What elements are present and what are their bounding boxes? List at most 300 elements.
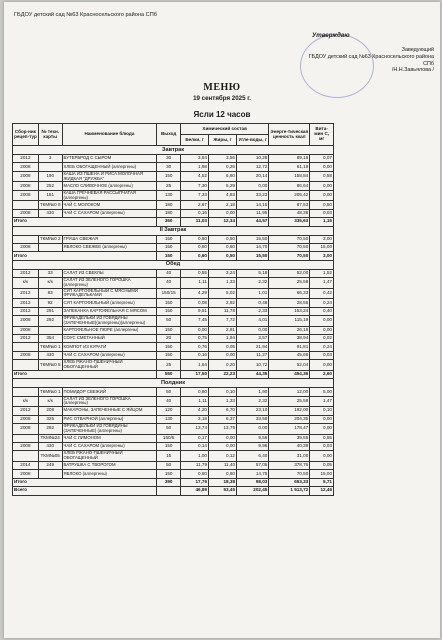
cell-fat: 0,00 <box>209 209 237 217</box>
cell-tech-card: ТКМ№05 <box>38 451 62 462</box>
cell-tech-card: 3 <box>38 155 62 163</box>
cell-tech-card: 252 <box>38 182 62 190</box>
table-row <box>13 209 334 217</box>
cell-carbs: 4,01 <box>237 316 269 327</box>
cell-vitamin: 3,00 <box>310 235 334 243</box>
cell-output: 150/15 <box>157 288 181 299</box>
table-row <box>13 343 334 351</box>
cell-energy: 87,53 <box>269 201 310 209</box>
cell-dish: ЯБЛОКО СВЕЖЕЕ (аллергены) <box>62 243 157 251</box>
table-row <box>13 235 334 243</box>
cell-dish: ПОМИДОР СВЕЖИЙ <box>62 388 157 396</box>
cell-output: 150 <box>157 171 181 182</box>
table-row <box>13 190 334 201</box>
cell-protein: 0,14 <box>181 442 209 450</box>
cell-tech-card: ТКМ№0 8 <box>38 201 62 209</box>
cell-carbs: 0,00 <box>237 182 269 190</box>
cell-tech-card: 190 <box>38 171 62 182</box>
cell-dish: ЯБЛОКО (аллергены) <box>62 470 157 478</box>
cell-fat: 0,05 <box>209 343 237 351</box>
cell-protein: 0,17 <box>181 434 209 442</box>
cell-energy: 25,58 <box>269 278 310 289</box>
cell-carbs: 0,48 <box>237 299 269 307</box>
cell-fat: 0,50 <box>209 235 237 243</box>
cell-tech-card <box>38 163 62 171</box>
grand-total-value: 202,45 <box>237 487 269 495</box>
cell-tech-card: 291 <box>38 307 62 315</box>
cell-tech-card: 430 <box>38 442 62 450</box>
cell-output: 150 <box>157 351 181 359</box>
cell-tech-card <box>38 243 62 251</box>
cell-protein: 7,30 <box>181 182 209 190</box>
cell-fat: 2,91 <box>209 326 237 334</box>
cell-energy: 52,00 <box>269 269 310 277</box>
cell-energy: 86,64 <box>269 182 310 190</box>
cell-tech-card: к/к <box>38 396 62 407</box>
cell-carbs: 10,72 <box>237 360 269 371</box>
cell-tech-card: 430 <box>38 351 62 359</box>
cell-recipe: 2008 <box>13 243 39 251</box>
cell-fat: 0,00 <box>209 351 237 359</box>
cell-energy: 158,84 <box>269 171 310 182</box>
cell-protein: 0,16 <box>181 351 209 359</box>
cell-vitamin: 0,55 <box>310 434 334 442</box>
cell-recipe <box>13 201 39 209</box>
cell-output: 30 <box>157 155 181 163</box>
total-label: Итого <box>13 252 157 260</box>
approval-position: Заведующий <box>401 47 434 53</box>
cell-tech-card: ТКМ№0 5 <box>38 360 62 371</box>
grand-total-value: 1 513,72 <box>269 487 310 495</box>
cell-vitamin: 0,00 <box>310 423 334 434</box>
cell-dish: ЧАЙ С САХАРОМ (аллергены) <box>62 351 157 359</box>
cell-protein: 0,75 <box>181 335 209 343</box>
cell-protein: 1,11 <box>181 396 209 407</box>
cell-recipe: 2008 <box>13 351 39 359</box>
cell-recipe <box>13 434 39 442</box>
cell-protein: 3,84 <box>181 155 209 163</box>
table-row <box>13 451 334 462</box>
cell-output: 50 <box>157 388 181 396</box>
approval-organization: ГБДОУ детский сад №63 Красносельского района СПб <box>308 53 434 67</box>
cell-dish: СОУС СМЕТАННЫЙ <box>62 335 157 343</box>
cell-tech-card: ТКМ№0 2 <box>38 235 62 243</box>
total-label: Итого <box>13 370 157 378</box>
cell-vitamin: 0,07 <box>310 155 334 163</box>
total-value: 335,63 <box>269 218 310 226</box>
cell-protein: 4,29 <box>181 288 209 299</box>
total-value: 150 <box>157 252 181 260</box>
cell-energy: 48,36 <box>269 209 310 217</box>
cell-tech-card <box>38 470 62 478</box>
cell-output: 30 <box>157 163 181 171</box>
section-title: Завтрак <box>13 146 334 155</box>
table-row <box>13 155 334 163</box>
cell-tech-card: ТКМ№0 1 <box>38 388 62 396</box>
total-value: 44,35 <box>237 370 269 378</box>
cell-vitamin: 0,10 <box>310 407 334 415</box>
cell-dish: ВАТРУШКА С ТВОРОГОМ <box>62 461 157 469</box>
cell-fat: 0,60 <box>209 470 237 478</box>
cell-recipe: 2008 <box>13 190 39 201</box>
total-value: 70,50 <box>269 252 310 260</box>
cell-recipe: 2012 <box>13 269 39 277</box>
cell-tech-card: 292 <box>38 316 62 327</box>
cell-tech-card: 430 <box>38 209 62 217</box>
cell-carbs: 2,33 <box>237 307 269 315</box>
cell-vitamin: 0,00 <box>310 163 334 171</box>
approval-signature: /Н.Н.Завьялова / <box>391 67 434 74</box>
total-row <box>13 370 334 378</box>
cell-dish: СУП КАРТОФЕЛЬНЫЙ (аллергены) <box>62 299 157 307</box>
cell-output: 15 <box>157 451 181 462</box>
cell-dish: ЧАЙ С ЛИМОНОМ <box>62 434 157 442</box>
cell-output: 150 <box>157 243 181 251</box>
cell-recipe <box>13 451 39 462</box>
cell-dish: ХЛЕБ РЖАНО-ПШЕНИЧНЫЙ ОБОГАЩЕННЫЙ <box>62 451 157 462</box>
cell-energy: 70,50 <box>269 243 310 251</box>
cell-energy: 91,81 <box>269 343 310 351</box>
total-row <box>13 478 334 486</box>
cell-carbs: 1,90 <box>237 388 269 396</box>
cell-output: 150 <box>157 442 181 450</box>
table-row <box>13 415 334 423</box>
cell-carbs: 33,59 <box>237 415 269 423</box>
cell-output: 40 <box>157 396 181 407</box>
cell-recipe: 2008 <box>13 470 39 478</box>
header-output: Выход <box>157 124 181 146</box>
cell-carbs: 5,18 <box>237 269 269 277</box>
cell-carbs: 2,32 <box>237 396 269 407</box>
organization-header: ГБДОУ детский сад №63 Красносельского района СПб <box>14 12 157 18</box>
table-row <box>13 278 334 289</box>
cell-vitamin: 0,58 <box>310 171 334 182</box>
cell-protein: 1,00 <box>181 451 209 462</box>
cell-fat: 0,60 <box>209 243 237 251</box>
grand-total-value: 12,46 <box>310 487 334 495</box>
cell-fat: 13,75 <box>209 423 237 434</box>
cell-energy: 26,16 <box>269 326 310 334</box>
cell-tech-card: 325 <box>38 415 62 423</box>
cell-tech-card: к/к <box>38 278 62 289</box>
cell-protein: 7,33 <box>181 190 209 201</box>
cell-energy: 25,58 <box>269 396 310 407</box>
cell-output: 180 <box>157 201 181 209</box>
cell-recipe <box>13 343 39 351</box>
cell-carbs: 10,28 <box>237 155 269 163</box>
cell-fat: 4,83 <box>209 190 237 201</box>
cell-output: 120 <box>157 407 181 415</box>
header-protein: Белки, г <box>181 135 209 146</box>
cell-output: 50 <box>157 461 181 469</box>
table-row <box>13 360 334 371</box>
table-row <box>13 269 334 277</box>
cell-protein: 1,11 <box>181 278 209 289</box>
cell-dish: ЧАЙ С САХАРОМ (аллергены) <box>62 442 157 450</box>
cell-protein: 7,45 <box>181 316 209 327</box>
total-value: 550 <box>157 370 181 378</box>
cell-vitamin: 1,47 <box>310 278 334 289</box>
menu-title: МЕНЮ <box>203 82 241 93</box>
cell-recipe: 2008 <box>13 209 39 217</box>
table-row <box>13 201 334 209</box>
cell-vitamin: 0,03 <box>310 209 334 217</box>
cell-protein: 0,55 <box>181 269 209 277</box>
cell-vitamin: 0,00 <box>310 415 334 423</box>
total-value: 17,50 <box>181 370 209 378</box>
total-value: 12,34 <box>209 218 237 226</box>
table-row <box>13 299 334 307</box>
menu-date: 19 сентября 2025 г. <box>193 95 251 102</box>
table-row <box>13 434 334 442</box>
cell-carbs: 20,14 <box>237 171 269 182</box>
cell-fat: 6,60 <box>209 171 237 182</box>
cell-vitamin: 1,52 <box>310 269 334 277</box>
cell-tech-card: ТКМ№0 1 <box>38 343 62 351</box>
cell-energy: 192,00 <box>269 407 310 415</box>
cell-tech-card: ТКМ№24 <box>38 434 62 442</box>
total-label: Итого <box>13 478 157 486</box>
table-row <box>13 351 334 359</box>
cell-carbs: 0,00 <box>237 423 269 434</box>
cell-fat: 3,24 <box>209 269 237 277</box>
table-row <box>13 182 334 190</box>
grand-total-label: Всего <box>13 487 157 495</box>
cell-energy: 12,00 <box>269 388 310 396</box>
cell-vitamin: 0,02 <box>310 335 334 343</box>
cell-tech-card: 92 <box>38 299 62 307</box>
cell-protein: 0,60 <box>181 235 209 243</box>
cell-energy: 45,66 <box>269 351 310 359</box>
total-value: 360 <box>157 218 181 226</box>
cell-energy: 378,76 <box>269 461 310 469</box>
cell-vitamin: 0,40 <box>310 307 334 315</box>
cell-dish: ХЛЕБ ОБОГАЩЕННЫЙ (аллергены) <box>62 163 157 171</box>
cell-output: 150 <box>157 343 181 351</box>
cell-tech-card: 181 <box>38 190 62 201</box>
cell-vitamin: 0,00 <box>310 360 334 371</box>
cell-dish: ХЛЕБ РЖАНО-ПШЕНИЧНЫЙ ОБОГАЩЕННЫЙ <box>62 360 157 371</box>
cell-dish: САЛАТ ИЗ ЗЕЛЕНОГО ГОРОШКА (аллергены) <box>62 278 157 289</box>
cell-output: 130 <box>157 190 181 201</box>
header-dish: Наименование блюда <box>62 124 157 146</box>
cell-recipe: 2014 <box>13 461 39 469</box>
total-value: 22,23 <box>209 370 237 378</box>
cell-fat: 5,02 <box>209 288 237 299</box>
cell-recipe: 2012 <box>13 288 39 299</box>
cell-protein: 9,51 <box>181 307 209 315</box>
header-carbs: Угле-воды, г <box>237 135 269 146</box>
cell-recipe: 2008 <box>13 423 39 434</box>
cell-fat: 11,40 <box>209 461 237 469</box>
cell-vitamin: 0,42 <box>310 288 334 299</box>
total-value: 11,03 <box>181 218 209 226</box>
table-row <box>13 288 334 299</box>
table-row <box>13 163 334 171</box>
cell-carbs: 9,96 <box>237 442 269 450</box>
cell-vitamin: 0,50 <box>310 201 334 209</box>
cell-carbs: 9,56 <box>237 434 269 442</box>
cell-output: 150 <box>157 235 181 243</box>
cell-recipe: 2008 <box>13 316 39 327</box>
header-energy: Энерге-тическая ценность ккал <box>269 124 310 146</box>
grand-total-value <box>157 487 181 495</box>
cell-protein: 4,20 <box>181 407 209 415</box>
cell-protein: 11,79 <box>181 461 209 469</box>
cell-output: 50 <box>157 423 181 434</box>
grand-total-value: 46,89 <box>181 487 209 495</box>
cell-dish: МАКАРОНЫ, ЗАПЕЧЕННЫЕ С ЯЙЦОМ <box>62 407 157 415</box>
total-value: 44,57 <box>237 218 269 226</box>
cell-dish: ЧАЙ С САХАРОМ (аллергены) <box>62 209 157 217</box>
cell-output: 150 <box>157 307 181 315</box>
cell-dish: МАСЛО СЛИВОЧНОЕ (аллергены) <box>62 182 157 190</box>
cell-tech-card: 292 <box>38 423 62 434</box>
cell-output: 130 <box>157 415 181 423</box>
total-value: 390 <box>157 478 181 486</box>
cell-fat: 1,94 <box>209 335 237 343</box>
cell-protein: 0,76 <box>181 343 209 351</box>
cell-fat: 0,20 <box>209 360 237 371</box>
cell-protein: 2,67 <box>181 201 209 209</box>
cell-recipe: 2012 <box>13 299 39 307</box>
table-row <box>13 243 334 251</box>
table-row <box>13 470 334 478</box>
cell-energy: 28,55 <box>269 299 310 307</box>
table-row <box>13 461 334 469</box>
cell-protein: 0,60 <box>181 388 209 396</box>
cell-output: 150/5 <box>157 434 181 442</box>
cell-energy: 61,19 <box>269 163 310 171</box>
cell-carbs: 1,01 <box>237 288 269 299</box>
approval-block <box>304 47 434 74</box>
cell-fat: 0,10 <box>209 388 237 396</box>
table-row <box>13 335 334 343</box>
cell-dish: ГРУША СВЕЖАЯ <box>62 235 157 243</box>
cell-recipe <box>13 360 39 371</box>
cell-dish: ЗАПЕКАНКА КАРТОФЕЛЬНАЯ С МЯСОМ <box>62 307 157 315</box>
cell-tech-card: 33 <box>38 269 62 277</box>
cell-fat: 11,78 <box>209 307 237 315</box>
cell-recipe: 2008 <box>13 415 39 423</box>
grand-total-row <box>13 487 334 495</box>
cell-energy: 66,33 <box>269 288 310 299</box>
cell-vitamin: 0,03 <box>310 351 334 359</box>
cell-output: 50 <box>157 316 181 327</box>
total-value: 18,38 <box>209 478 237 486</box>
cell-output: 40 <box>157 269 181 277</box>
cell-vitamin: 0,03 <box>310 442 334 450</box>
total-label: Итого <box>13 218 157 226</box>
cell-dish: САЛАТ ИЗ ЗЕЛЕНОГО ГОРОШКА (аллергены) <box>62 396 157 407</box>
cell-carbs: 21,94 <box>237 343 269 351</box>
cell-output: 180 <box>157 209 181 217</box>
cell-protein: 4,52 <box>181 171 209 182</box>
header-fat: Жиры, г <box>209 135 237 146</box>
total-value: 653,33 <box>269 478 310 486</box>
cell-recipe: 2012 <box>13 307 39 315</box>
cell-protein: 0,16 <box>181 209 209 217</box>
cell-vitamin: 0,24 <box>310 299 334 307</box>
cell-vitamin: 0,00 <box>310 316 334 327</box>
cell-protein: 0,00 <box>181 326 209 334</box>
group-name: Ясли 12 часов <box>193 110 251 119</box>
cell-vitamin: 15,00 <box>310 243 334 251</box>
header-recipe: Сбор-ник рецеп-тур <box>13 124 39 146</box>
cell-output: 150 <box>157 470 181 478</box>
cell-energy: 40,39 <box>269 442 310 450</box>
approval-label: Утверждаю <box>312 32 350 39</box>
cell-protein: 0,08 <box>181 299 209 307</box>
cell-protein: 13,74 <box>181 423 209 434</box>
cell-output: 25 <box>157 182 181 190</box>
total-value: 1,15 <box>310 218 334 226</box>
table-row <box>13 388 334 396</box>
cell-recipe: к/к <box>13 396 39 407</box>
cell-vitamin: 0,00 <box>310 182 334 190</box>
cell-vitamin: 0,00 <box>310 451 334 462</box>
cell-carbs: 14,15 <box>237 201 269 209</box>
section-header <box>13 226 334 235</box>
cell-dish: РИС ОТВАРНОЙ (аллергены) <box>62 415 157 423</box>
cell-recipe: 2008 <box>13 171 39 182</box>
table-row <box>13 442 334 450</box>
menu-document <box>4 2 440 638</box>
cell-energy: 39,55 <box>269 434 310 442</box>
cell-vitamin: 1,47 <box>310 396 334 407</box>
cell-vitamin: 0,00 <box>310 326 334 334</box>
section-title: Полдник <box>13 379 334 388</box>
cell-output: 150 <box>157 299 181 307</box>
cell-fat: 0,12 <box>209 451 237 462</box>
cell-tech-card <box>38 326 62 334</box>
cell-vitamin: 15,00 <box>310 470 334 478</box>
total-value: 3,00 <box>310 252 334 260</box>
cell-dish: САЛАТ ИЗ СВЕКЛЫ <box>62 269 157 277</box>
total-value: 15,50 <box>237 252 269 260</box>
cell-protein: 0,60 <box>181 243 209 251</box>
cell-vitamin: 0,05 <box>310 461 334 469</box>
header-tech-card: № техн. карты <box>38 124 62 146</box>
total-row <box>13 218 334 226</box>
cell-recipe: 2012 <box>13 155 39 163</box>
cell-protein: 1,98 <box>181 163 209 171</box>
total-value: 0,50 <box>209 252 237 260</box>
cell-energy: 178,47 <box>269 423 310 434</box>
cell-dish: ФРИКАДЕЛЬКИ ИЗ ГОВЯДИНЫ (ЗАПЕЧЕННЫЕ) (аллергены) <box>62 423 157 434</box>
cell-tech-card: 249 <box>38 461 62 469</box>
cell-carbs: 23,10 <box>237 407 269 415</box>
cell-output: 20 <box>157 335 181 343</box>
cell-recipe <box>13 388 39 396</box>
cell-fat: 0,00 <box>209 434 237 442</box>
cell-protein: 0,60 <box>181 470 209 478</box>
cell-energy: 89,16 <box>269 155 310 163</box>
cell-dish: КОМПОТ ИЗ КУРАГИ <box>62 343 157 351</box>
cell-energy: 153,24 <box>269 307 310 315</box>
cell-carbs: 14,70 <box>237 243 269 251</box>
cell-dish: СУП КАРТОФЕЛЬНЫЙ С МЯСНЫМИ ФРИКАДЕЛЬКАМИ <box>62 288 157 299</box>
cell-fat: 5,29 <box>209 182 237 190</box>
cell-dish: БУТЕРБРОД С СЫРОМ <box>62 155 157 163</box>
cell-protein: 1,64 <box>181 360 209 371</box>
cell-recipe: 2008 <box>13 163 39 171</box>
cell-recipe: 2008 <box>13 326 39 334</box>
total-value: 2,60 <box>310 370 334 378</box>
cell-vitamin: 0,00 <box>310 190 334 201</box>
cell-energy: 115,19 <box>269 316 310 327</box>
cell-recipe: 2008 <box>13 182 39 190</box>
